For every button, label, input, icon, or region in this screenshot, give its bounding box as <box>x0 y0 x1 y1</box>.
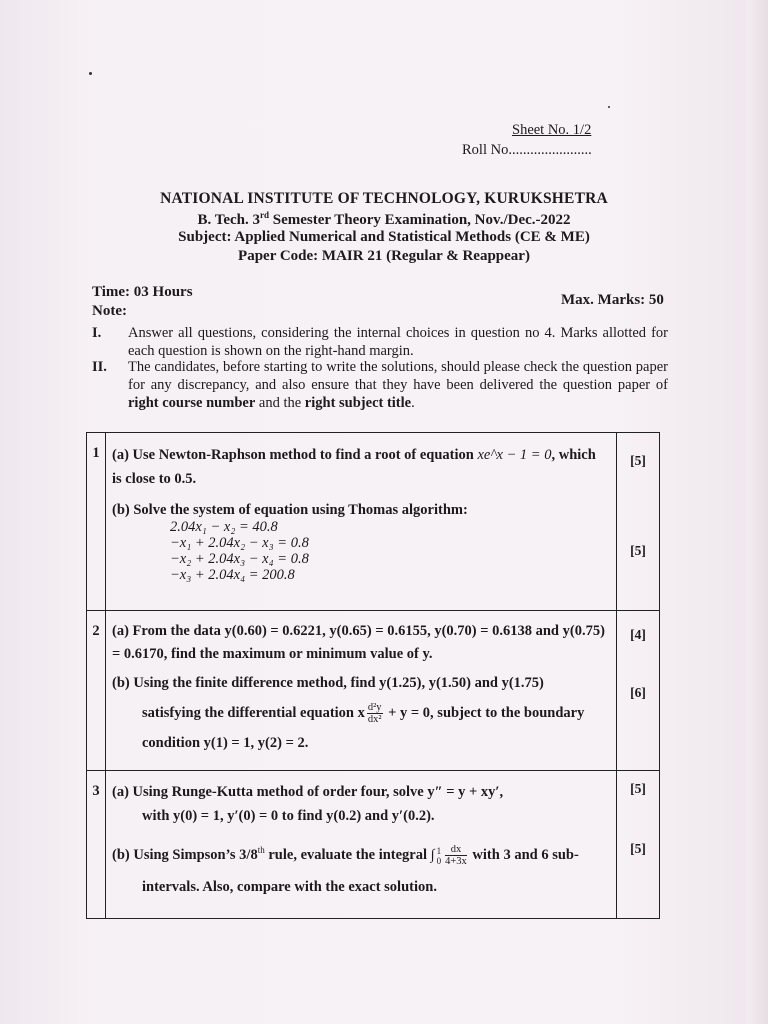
part-text: (a) Using Runge-Kutta method of order four, solve y″ = y + xy′, <box>112 784 504 800</box>
part-text: (b) Using Simpson’s 3/8 <box>112 846 258 863</box>
part-text: with y(0) = 1, y′(0) = 0 to find y(0.2) and y′(0.2). <box>142 808 435 824</box>
part-text: (a) Use Newton-Raphson method to find a root of equation <box>112 447 478 463</box>
note-item <box>92 358 667 414</box>
marks: [5] <box>630 543 646 558</box>
equation: −x₂ + 2.04x₃ − x₄ = 0.8 <box>170 551 309 567</box>
note-emphasis: right course number <box>128 395 256 411</box>
paper-code: Paper Code: MAIR 21 (Regular & Reappear) <box>238 248 530 264</box>
subject-line: Subject: Applied Numerical and Statistical Methods (CE & ME) <box>178 229 590 245</box>
question-number: 1 <box>87 433 106 611</box>
part-text: (b) Using the finite difference method, find y(1.25), y(1.50) and y(1.75) <box>112 675 544 691</box>
part-text: satisfying the differential equation x <box>142 705 365 721</box>
note-number: I. <box>92 325 102 341</box>
question-part-b <box>112 834 608 903</box>
exam-title-suffix: Semester Theory Examination, Nov./Dec.-2022 <box>269 212 571 228</box>
part-text: intervals. Also, compare with the exact solution. <box>142 878 437 895</box>
upper-limit: 1 <box>436 845 442 856</box>
marks: [6] <box>630 685 646 700</box>
question-body <box>106 771 617 919</box>
note-emphasis: right subject title <box>304 395 412 411</box>
question-part-a <box>112 443 608 491</box>
equation: −x₃ + 2.04x₄ = 200.8 <box>170 567 295 583</box>
question-body <box>106 433 617 611</box>
page-edge-shadow <box>746 0 768 1024</box>
equation-system <box>112 519 608 583</box>
note-text: Answer all questions, considering the internal choices in question no 4. Marks allotted for each question is shown on the right-hand margin. <box>128 325 668 359</box>
exam-time: Time: 03 Hours <box>92 284 193 300</box>
part-text: (a) From the data y(0.60) = 0.6221, y(0.65) = 0.6155, y(0.70) = 0.6138 and y(0.75) = 0.6170, find the maximum or minimum value of y. <box>112 623 605 662</box>
question-row <box>87 611 660 771</box>
question-part-a <box>112 780 608 828</box>
sheet-number: Sheet No. 1/2 <box>512 122 592 138</box>
part-text: (b) Solve the system of equation using Thomas algorithm: <box>112 502 468 518</box>
question-number: 3 <box>87 771 106 919</box>
equation: −x₁ + 2.04x₂ − x₃ = 0.8 <box>170 535 309 551</box>
question-number: 2 <box>87 611 106 771</box>
question-body <box>106 611 617 771</box>
institute-name: NATIONAL INSTITUTE OF TECHNOLOGY, KURUKSHETRA <box>160 190 608 207</box>
note-text-part: . <box>411 395 415 411</box>
roll-number: Roll No....................... <box>462 142 592 158</box>
fraction-denominator: 4+3x <box>445 856 467 867</box>
part-text: with 3 and 6 sub- <box>468 846 579 863</box>
note-text <box>128 358 668 412</box>
question-table <box>86 432 660 919</box>
part-text: condition y(1) = 1, y(2) = 2. <box>142 735 309 751</box>
speck <box>89 72 92 75</box>
marks: [4] <box>630 627 646 642</box>
equation: xe^x − 1 = 0 <box>477 447 552 463</box>
part-text: rule, evaluate the integral ∫ <box>264 846 435 863</box>
integral-limits <box>437 846 442 866</box>
fraction-denominator: dx² <box>367 714 382 726</box>
question-part-a <box>112 620 608 666</box>
part-text: , which is close to 0.5. <box>112 447 596 487</box>
question-part-b <box>112 501 608 583</box>
marks-cell <box>617 771 660 919</box>
fraction-numerator: d²y <box>367 702 382 714</box>
equation: 2.04x₁ − x₂ = 40.8 <box>170 519 278 535</box>
max-marks: Max. Marks: 50 <box>561 292 664 308</box>
note-text-part: and the <box>255 395 305 411</box>
integrand-fraction <box>445 844 467 867</box>
fraction-numerator: dx <box>445 844 467 856</box>
note-label: Note: <box>92 303 127 319</box>
marks-cell <box>617 433 660 611</box>
lower-limit: 0 <box>436 855 442 866</box>
superscript: th <box>257 845 265 855</box>
question-part-b <box>112 668 608 758</box>
question-row <box>87 771 660 919</box>
note-item <box>92 324 667 362</box>
marks: [5] <box>630 841 646 856</box>
speck <box>608 106 610 108</box>
exam-title-sup: rd <box>260 210 269 220</box>
note-text-part: The candidates, before starting to write the solutions, should please check the question paper for any discrepancy, and also ensure that they have been delivered the question paper of <box>128 359 668 393</box>
question-row <box>87 433 660 611</box>
part-text: + y = 0, subject to the boundary <box>384 705 585 721</box>
derivative-fraction <box>367 702 383 725</box>
note-number: II. <box>92 359 107 375</box>
marks: [5] <box>630 453 646 468</box>
exam-title <box>0 210 768 229</box>
exam-title-prefix: B. Tech. 3 <box>197 212 260 228</box>
marks-cell <box>617 611 660 771</box>
marks: [5] <box>630 781 646 796</box>
